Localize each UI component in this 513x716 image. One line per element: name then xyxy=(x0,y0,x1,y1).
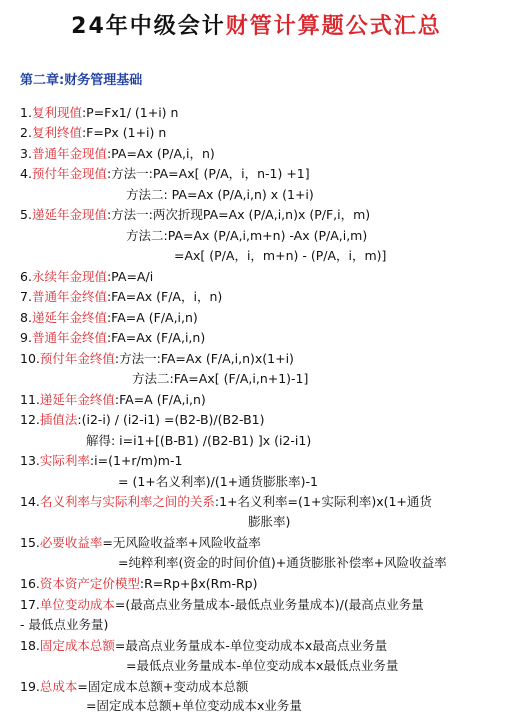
formula-line-continued: 膨胀率) xyxy=(248,514,291,529)
formula-line: 7.普通年金终值:FA=Ax (F/A，i，n) xyxy=(20,289,223,304)
formula-line-continued: 解得: i=i1+[(B-B1) /(B2-B1) ]x (i2-i1) xyxy=(86,433,312,448)
formula-line: 13.实际利率:i=(1+r/m)m-1 xyxy=(20,453,183,468)
formula-line: 19.总成本=固定成本总额+变动成本总额 xyxy=(20,679,249,694)
formula-line-continued: - 最低点业务量) xyxy=(20,617,109,632)
formula-line: 15.必要收益率=无风险收益率+风险收益率 xyxy=(20,535,261,550)
title-red-part: 财管计算题公式汇总 xyxy=(225,14,442,39)
formula-line-continued: 方法二: PA=Ax (P/A,i,n) x (1+i) xyxy=(126,187,314,202)
formula-line: 3.普通年金现值:PA=Ax (P/A,i，n) xyxy=(20,146,215,161)
formula-line: 12.插值法:(i2-i) / (i2-i1) =(B2-B)/(B2-B1) xyxy=(20,412,265,427)
title-black-part: 24年中级会计 xyxy=(71,14,226,39)
formula-line: 17.单位变动成本=(最高点业务量成本-最低点业务量成本)/(最高点业务量 xyxy=(20,597,424,612)
formula-line: 11.递延年金终值:FA=A (F/A,i,n) xyxy=(20,392,206,407)
formula-line-continued: 方法二:FA=Ax[ (F/A,i,n+1)-1] xyxy=(132,371,309,386)
formula-line: 6.永续年金现值:PA=A/i xyxy=(20,269,154,284)
formula-line: 16.资本资产定价模型:R=Rp+βx(Rm-Rp) xyxy=(20,576,258,591)
formula-line-continued: =纯粹利率(资金的时间价值)+通货膨胀补偿率+风险收益率 xyxy=(118,555,447,570)
formula-line-continued: =固定成本总额+单位变动成本x业务量 xyxy=(86,698,302,713)
formula-line: 14.名义利率与实际利率之间的关系:1+名义利率=(1+实际利率)x(1+通货 xyxy=(20,494,432,509)
formula-line: 4.预付年金现值:方法一:PA=Ax[ (P/A，i，n-1) +1] xyxy=(20,166,310,181)
formula-line-continued: =Ax[ (P/A，i，m+n) - (P/A，i，m)] xyxy=(174,248,387,263)
formula-line-continued: =最低点业务量成本-单位变动成本x最低点业务量 xyxy=(126,658,399,673)
formula-line: 5.递延年金现值:方法一:两次折现PA=Ax (P/A,i,n)x (P/F,i，m) xyxy=(20,207,371,222)
formula-line: 1.复利现值:P=Fx1/ (1+i) n xyxy=(20,105,179,120)
formula-line: 8.递延年金终值:FA=A (F/A,i,n) xyxy=(20,310,198,325)
formula-line-continued: 方法二:PA=Ax (P/A,i,m+n) -Ax (P/A,i,m) xyxy=(126,228,368,243)
formula-line: 18.固定成本总额=最高点业务量成本-单位变动成本x最高点业务量 xyxy=(20,638,388,653)
formula-line-continued: = (1+名义利率)/(1+通货膨胀率)-1 xyxy=(118,474,318,489)
formula-line: 2.复利终值:F=Px (1+i) n xyxy=(20,125,167,140)
formula-line: 10.预付年金终值:方法一:FA=Ax (F/A,i,n)x(1+i) xyxy=(20,351,294,366)
chapter-heading: 第二章:财务管理基础 xyxy=(20,73,143,88)
page-title xyxy=(0,12,513,42)
formula-line: 9.普通年金终值:FA=Ax (F/A,i,n) xyxy=(20,330,206,345)
